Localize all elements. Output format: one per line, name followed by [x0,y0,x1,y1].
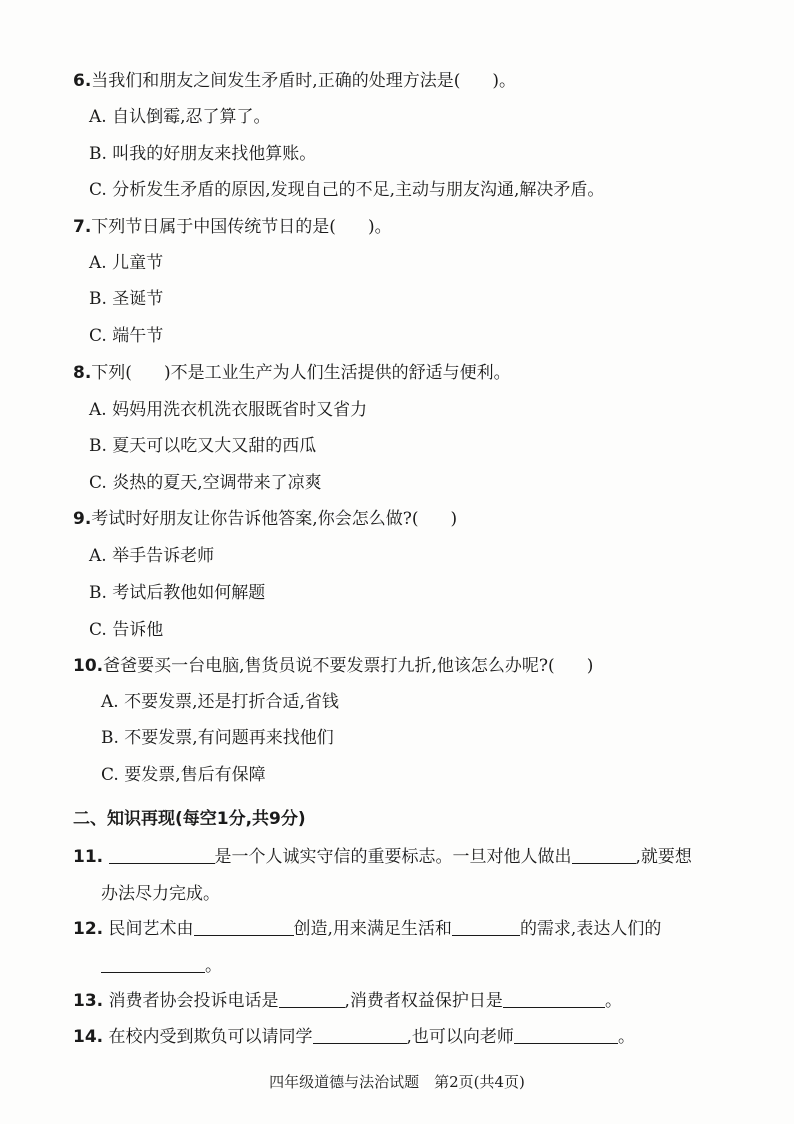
answer-blank[interactable] [514,1027,618,1044]
question-stem-end: )不是工业生产为人们生活提供的舒适与便利。 [163,363,511,383]
option-b: B. 不要发票,有问题再来找他们 [101,728,334,748]
question-9 [73,508,457,530]
answer-blank[interactable] [503,991,605,1008]
question-number: 7. [73,217,92,237]
question-7 [73,216,392,238]
option-c: C. 炎热的夏天,空调带来了凉爽 [89,473,322,493]
question-number: 11. [73,847,104,867]
question-stem: 下列( [91,363,132,383]
question-stem: 爸爸要买一台电脑,售货员说不要发票打九折,他该怎么办呢?( [103,656,555,676]
answer-blank[interactable] [109,847,215,864]
question-11-continuation: 办法尽力完成。 [101,884,220,904]
option-a: A. 妈妈用洗衣机洗衣服既省时又省力 [89,400,368,420]
option-b: B. 叫我的好朋友来找他算账。 [89,144,317,164]
question-number: 6. [73,71,92,91]
option-c: C. 分析发生矛盾的原因,发现自己的不足,主动与朋友沟通,解决矛盾。 [89,180,605,200]
answer-blank[interactable] [452,919,520,936]
option-b: B. 考试后教他如何解题 [89,583,266,603]
option-c: C. 端午节 [89,326,164,346]
question-stem-end: )。 [367,217,392,237]
question-text: ,消费者权益保护日是 [344,991,503,1011]
option-b: B. 夏天可以吃又大又甜的西瓜 [89,436,317,456]
question-text: 在校内受到欺负可以请同学 [108,1027,313,1047]
option-b: B. 圣诞节 [89,289,164,309]
option-a: A. 不要发票,还是打折合适,省钱 [101,692,339,712]
question-text: 创造,用来满足生活和 [293,919,452,939]
question-13 [73,990,622,1012]
option-c: C. 要发票,售后有保障 [101,765,266,785]
question-stem: 考试时好朋友让你告诉他答案,你会怎么做?( [91,509,419,529]
question-text: 消费者协会投诉电话是 [108,991,279,1011]
answer-blank[interactable] [572,847,636,864]
question-stem-end: ) [586,656,594,676]
option-a: A. 儿童节 [89,253,164,273]
option-a: A. 自认倒霉,忍了算了。 [89,107,271,127]
question-text: 的需求,表达人们的 [519,919,662,939]
question-stem: 当我们和朋友之间发生矛盾时,正确的处理方法是( [91,71,461,91]
question-number: 13. [73,991,104,1011]
question-number: 8. [73,363,92,383]
question-6 [73,70,516,92]
answer-blank[interactable] [101,956,205,973]
question-stem-end: )。 [492,71,516,91]
option-a: A. 举手告诉老师 [89,546,215,566]
answer-blank[interactable] [194,919,294,936]
question-text: 。 [604,991,622,1011]
question-text: 。 [617,1027,635,1047]
question-text: ,也可以向老师 [406,1027,514,1047]
option-c: C. 告诉他 [89,620,164,640]
page-footer: 四年级道德与法治试题 第2页(共4页) [269,1073,525,1091]
question-12 [73,918,661,940]
question-10 [73,655,593,677]
answer-blank[interactable] [313,1027,407,1044]
question-stem: 下列节日属于中国传统节日的是( [91,217,336,237]
question-text: 。 [205,956,222,976]
section-title: 二、知识再现(每空1分,共9分) [73,809,306,829]
answer-blank[interactable] [279,991,345,1008]
question-stem-end: ) [450,509,458,529]
question-number: 10. [73,656,104,676]
question-8 [73,362,511,384]
question-number: 14. [73,1027,104,1047]
question-text: 是一个人诚实守信的重要标志。一旦对他人做出 [214,847,572,867]
question-12-continuation [101,955,222,977]
question-text: ,就要想 [635,847,692,867]
question-11 [73,846,692,868]
question-number: 9. [73,509,92,529]
question-number: 12. [73,919,104,939]
question-14 [73,1026,635,1048]
question-text: 民间艺术由 [108,919,194,939]
